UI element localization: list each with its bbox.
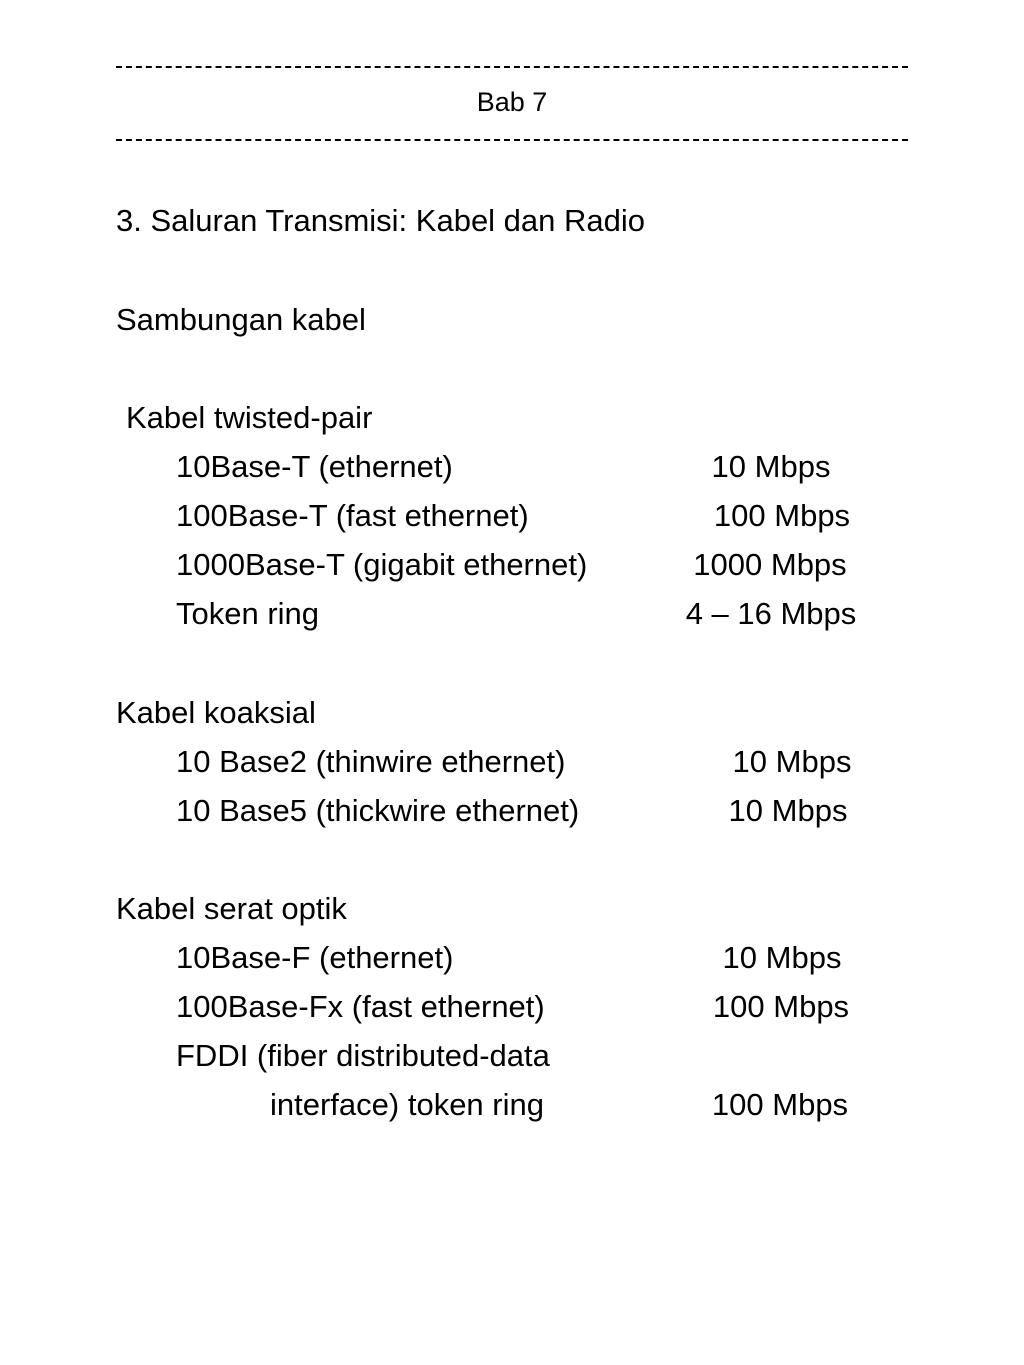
cable-speed: 10 Mbps [732, 744, 852, 779]
cable-name: 10Base-F (ethernet) [176, 940, 454, 975]
cable-name: 10 Base2 (thinwire ethernet) [176, 744, 566, 779]
subtitle: Sambungan kabel [116, 302, 366, 337]
cable-speed: 100 Mbps [712, 989, 850, 1024]
cable-speed: 10 Mbps [722, 940, 842, 975]
cable-name: 10Base-T (ethernet) [176, 449, 453, 484]
group-heading-twisted-pair: Kabel twisted-pair [126, 400, 373, 435]
cable-speed: 10 Mbps [728, 793, 848, 828]
cable-name: 100Base-T (fast ethernet) [176, 498, 529, 533]
header-bottom-divider [116, 139, 908, 141]
cable-speed: 1000 Mbps [693, 547, 847, 582]
group-heading-coaxial: Kabel koaksial [116, 695, 316, 730]
cable-name: 10 Base5 (thickwire ethernet) [176, 793, 580, 828]
cable-speed: 10 Mbps [711, 449, 831, 484]
section-title: 3. Saluran Transmisi: Kabel dan Radio [116, 203, 646, 238]
cable-speed: 100 Mbps [711, 1087, 849, 1122]
cable-speed: 100 Mbps [713, 498, 851, 533]
cable-name: 100Base-Fx (fast ethernet) [176, 989, 545, 1024]
cable-speed: 4 – 16 Mbps [685, 596, 857, 631]
cable-name-continuation: interface) token ring [270, 1087, 544, 1122]
cable-name: Token ring [176, 596, 320, 631]
group-heading-fiber-optic: Kabel serat optik [116, 891, 347, 926]
header-top-divider [116, 66, 908, 68]
cable-name: FDDI (fiber distributed-data [176, 1038, 550, 1073]
cable-name: 1000Base-T (gigabit ethernet) [176, 547, 588, 582]
chapter-label: Bab 7 [476, 87, 548, 117]
